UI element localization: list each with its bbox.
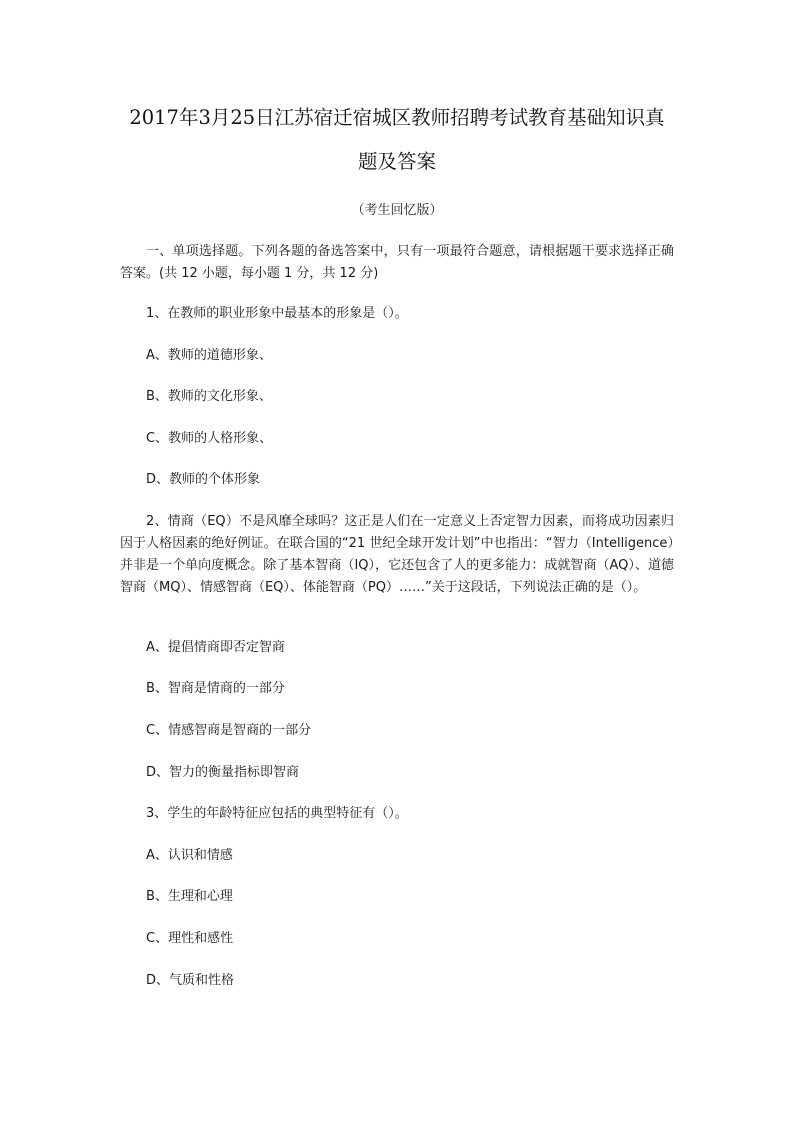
question-option: C、教师的人格形象、 [146, 431, 273, 446]
question-option: B、智商是情商的一部分 [146, 681, 285, 696]
question-option: D、智力的衡量指标即智商 [146, 765, 300, 780]
question-option: A、提倡情商即否定智商 [146, 640, 285, 655]
question-option: A、教师的道德形象、 [146, 348, 272, 363]
question-option: B、生理和心理 [146, 889, 233, 904]
question-stem: 3、学生的年龄特征应包括的典型特征有（）。 [146, 806, 408, 821]
page-title: 2017年3月25日江苏宿迁宿城区教师招聘考试教育基础知识真题及答案 [129, 106, 665, 173]
question-stem: 2、情商（EQ）不是风靡全球吗？这正是人们在一定意义上否定智力因素，而将成功因素归因于人格因素的绝好例证。在联合国的“21 世纪全球开发计划”中也指出：“智力（Intelligence）并非是一个单向度概念。除了基本智商（IQ），它还包含了人的更多能力：成就智商（AQ）、道德智商（MQ）、情感智商（EQ）、体能智商（PQ）……”关于这段话，下列说法正确的是（）。 [120, 514, 674, 595]
question-option: C、情感智商是智商的一部分 [146, 723, 312, 738]
question-option: D、教师的个体形象 [146, 472, 261, 487]
question-option: D、气质和性格 [146, 973, 235, 988]
question-option: B、教师的文化形象、 [146, 389, 272, 404]
question-option: A、认识和情感 [146, 848, 233, 863]
section-intro: 一、单项选择题。下列各题的备选答案中，只有一项最符合题意，请根据题干要求选择正确答案。(共 12 小题，每小题 1 分，共 12 分) [120, 244, 674, 281]
subtitle: （考生回忆版） [351, 203, 443, 218]
question-option: C、理性和感性 [146, 931, 234, 946]
question-stem: 1、在教师的职业形象中最基本的形象是（）。 [146, 306, 408, 321]
